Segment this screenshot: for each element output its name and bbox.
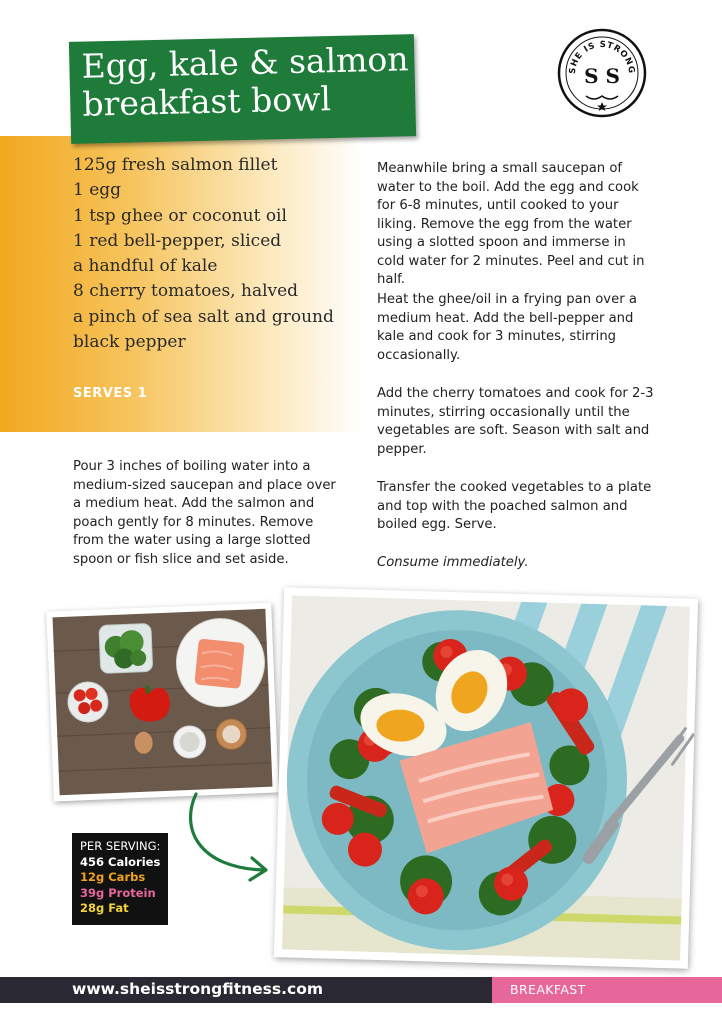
recipe-title: Egg, kale & salmon breakfast bowl xyxy=(81,39,409,124)
nutrition-calories: 456 Calories xyxy=(80,854,161,869)
method-step-add-tomatoes: Add the cherry tomatoes and cook for 2-3 minutes, stirring occasionally until the vegetables are soft. Season with salt and pepper. xyxy=(377,386,654,457)
nutrition-fat: 28g Fat xyxy=(80,901,129,915)
logo-monogram: S S xyxy=(584,64,620,88)
method-step-poach-salmon: Pour 3 inches of boiling water into a medium-sized saucepan and place over a medium heat. Add the salmon and poach gently for 8 minutes. Remove from the water using a large slotted spoon or fish slice and set aside. xyxy=(73,459,336,567)
ingredient-item: 8 cherry tomatoes, halved xyxy=(73,281,299,302)
website-link[interactable]: www.sheisstrongfitness.com xyxy=(72,980,323,998)
ingredient-item: 1 egg xyxy=(73,180,122,201)
serves-label: SERVES 1 xyxy=(73,386,148,401)
ingredient-item: a pinch of sea salt and ground xyxy=(73,306,334,327)
ingredients-list xyxy=(73,153,334,355)
breakfast-bowl-photo xyxy=(274,587,698,968)
ingredient-item: 125g fresh salmon fillet xyxy=(73,155,278,175)
category-badge: BREAKFAST xyxy=(492,977,722,1003)
ingredients-photo xyxy=(46,603,278,802)
nutrition-carbs: 12g Carbs xyxy=(80,870,146,884)
ingredient-item: black pepper xyxy=(73,332,186,353)
nutrition-heading: PER SERVING: xyxy=(80,839,161,853)
method-note: Consume immediately. xyxy=(377,555,529,570)
she-is-strong-logo xyxy=(557,28,647,118)
ingredient-item: 1 tsp ghee or coconut oil xyxy=(73,205,287,226)
ingredient-item: 1 red bell-pepper, sliced xyxy=(73,230,282,251)
nutrition-protein: 39g Protein xyxy=(80,885,156,900)
method-step-cook-vegetables: Heat the ghee/oil in a frying pan over a medium heat. Add the bell-pepper and kale and cook for 3 minutes, stirring occasionally. xyxy=(377,292,637,363)
method-step-boil-egg: Meanwhile bring a small saucepan of water to the boil. Add the egg and cook for 6-8 minutes, until cooked to your liking. Remove the egg from the water using a slotted spoon and immerse in cold water for 2 minutes. Peel and cut in half. xyxy=(377,161,645,287)
method-step-serve: Transfer the cooked vegetables to a plate and top with the poached salmon and boiled egg. Serve. xyxy=(377,480,652,532)
ingredient-item: a handful of kale xyxy=(73,256,218,277)
nutrition-box xyxy=(72,833,168,925)
curved-arrow-icon xyxy=(178,788,278,888)
logo-text: SHE IS STRONG xyxy=(567,39,637,75)
